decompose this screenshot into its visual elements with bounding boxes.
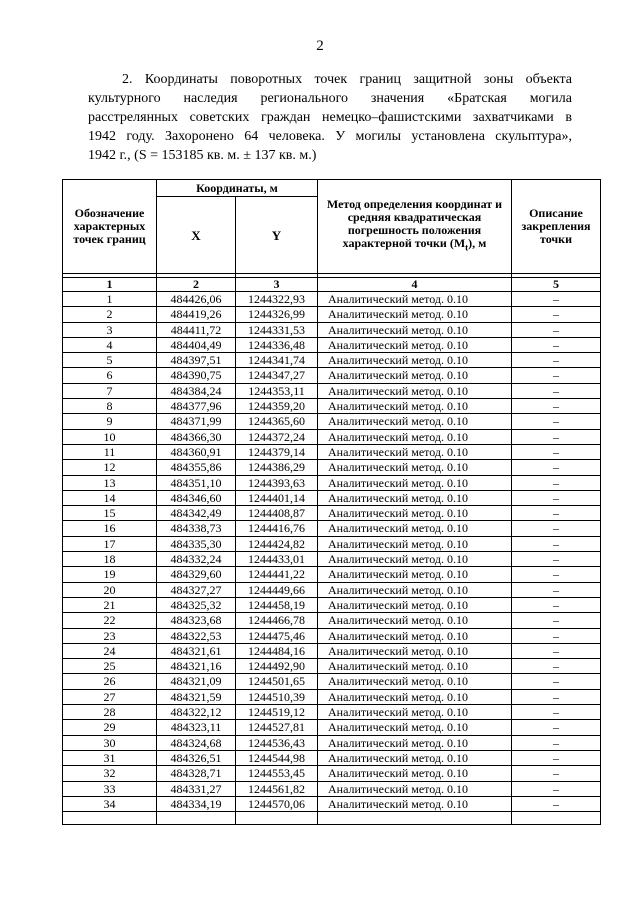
- cell-method: Аналитический метод. 0.10: [318, 613, 512, 628]
- intro-paragraph: [88, 70, 572, 165]
- header-y: Y: [236, 197, 318, 274]
- table-row: [63, 475, 601, 490]
- cell-method: Аналитический метод. 0.10: [318, 353, 512, 368]
- cell-x: 484390,75: [157, 368, 236, 383]
- cell-point: 23: [63, 628, 157, 643]
- table-row: [63, 536, 601, 551]
- cell-method: Аналитический метод. 0.10: [318, 429, 512, 444]
- cell-point: 6: [63, 368, 157, 383]
- cell-method: Аналитический метод. 0.10: [318, 521, 512, 536]
- cell-point: 24: [63, 643, 157, 658]
- cell-method: Аналитический метод. 0.10: [318, 307, 512, 322]
- cell-description: –: [512, 536, 601, 551]
- cell-point: 32: [63, 766, 157, 781]
- cell-y: 1244527,81: [236, 720, 318, 735]
- cell-point: 29: [63, 720, 157, 735]
- cell-description: –: [512, 353, 601, 368]
- cell-method: Аналитический метод. 0.10: [318, 414, 512, 429]
- table-row: [63, 506, 601, 521]
- table-row: [63, 429, 601, 444]
- cell-method: Аналитический метод. 0.10: [318, 705, 512, 720]
- cell-x: 484426,06: [157, 292, 236, 307]
- cell-y: 1244501,65: [236, 674, 318, 689]
- cell-description: –: [512, 490, 601, 505]
- table-row: [63, 567, 601, 582]
- cell-x: 484335,30: [157, 536, 236, 551]
- cell-x: 484321,09: [157, 674, 236, 689]
- cell-x: 484411,72: [157, 322, 236, 337]
- table-row: [63, 613, 601, 628]
- cell-method: Аналитический метод. 0.10: [318, 735, 512, 750]
- cell-x: 484326,51: [157, 750, 236, 765]
- cell-method: Аналитический метод. 0.10: [318, 766, 512, 781]
- cell-x: 484404,49: [157, 337, 236, 352]
- cell-y: 1244341,74: [236, 353, 318, 368]
- cell-x: 484342,49: [157, 506, 236, 521]
- cell-y: 1244519,12: [236, 705, 318, 720]
- cell-x: 484327,27: [157, 582, 236, 597]
- cell-description: –: [512, 613, 601, 628]
- cell-method: Аналитический метод. 0.10: [318, 674, 512, 689]
- cell-point: 20: [63, 582, 157, 597]
- table-row: [63, 735, 601, 750]
- cell-y: 1244544,98: [236, 750, 318, 765]
- header-coordinates: Координаты, м: [157, 180, 318, 197]
- cell-x: 484355,86: [157, 460, 236, 475]
- cell-x: 484321,59: [157, 689, 236, 704]
- cell-y: 1244466,78: [236, 613, 318, 628]
- cell-method: Аналитический метод. 0.10: [318, 689, 512, 704]
- cell-x: 484346,60: [157, 490, 236, 505]
- cell-point: 17: [63, 536, 157, 551]
- table-row: [63, 414, 601, 429]
- table-row: [63, 337, 601, 352]
- cell-y: 1244408,87: [236, 506, 318, 521]
- cell-point: 30: [63, 735, 157, 750]
- table-row: [63, 643, 601, 658]
- table-row: [63, 399, 601, 414]
- cell-y: 1244510,39: [236, 689, 318, 704]
- cell-x: 484419,26: [157, 307, 236, 322]
- intro-line: 1942 г., (S = 153185 кв. м. ± 137 кв. м.): [88, 148, 317, 163]
- cell-description: –: [512, 292, 601, 307]
- cell-description: –: [512, 460, 601, 475]
- cell-method: Аналитический метод. 0.10: [318, 582, 512, 597]
- cell-method: Аналитический метод. 0.10: [318, 796, 512, 811]
- cell-description: –: [512, 383, 601, 398]
- cell-x: 484397,51: [157, 353, 236, 368]
- cell-description: –: [512, 337, 601, 352]
- cell-point: 11: [63, 444, 157, 459]
- cell-point: 9: [63, 414, 157, 429]
- cell-method: Аналитический метод. 0.10: [318, 475, 512, 490]
- cell-description: –: [512, 735, 601, 750]
- cell-y: 1244475,46: [236, 628, 318, 643]
- table-row: [63, 705, 601, 720]
- cell-description: –: [512, 521, 601, 536]
- cell-description: –: [512, 414, 601, 429]
- cell-description: –: [512, 567, 601, 582]
- table-row: [63, 766, 601, 781]
- cell-description: –: [512, 766, 601, 781]
- cell-y: 1244359,20: [236, 399, 318, 414]
- cell-y: 1244449,66: [236, 582, 318, 597]
- table-row: [63, 490, 601, 505]
- cell-y: 1244441,22: [236, 567, 318, 582]
- cell-point: 21: [63, 597, 157, 612]
- table-row: [63, 368, 601, 383]
- cell-y: 1244331,53: [236, 322, 318, 337]
- table-row: [63, 292, 601, 307]
- cell-y: 1244365,60: [236, 414, 318, 429]
- cell-point: 28: [63, 705, 157, 720]
- cell-point: 4: [63, 337, 157, 352]
- cell-description: –: [512, 307, 601, 322]
- cell-method: Аналитический метод. 0.10: [318, 322, 512, 337]
- cell-method: Аналитический метод. 0.10: [318, 552, 512, 567]
- cell-x: 484338,73: [157, 521, 236, 536]
- cell-description: –: [512, 689, 601, 704]
- cell-point: 19: [63, 567, 157, 582]
- cell-description: –: [512, 643, 601, 658]
- cell-point: 8: [63, 399, 157, 414]
- column-number: 2: [157, 278, 236, 292]
- column-number: 3: [236, 278, 318, 292]
- table-row: [63, 383, 601, 398]
- intro-line: 1942 году. Захоронено 64 человека. У могилы установлена скульптура»,: [88, 129, 572, 144]
- cell-description: –: [512, 705, 601, 720]
- cell-x: 484377,96: [157, 399, 236, 414]
- cell-method: Аналитический метод. 0.10: [318, 383, 512, 398]
- cell-y: 1244322,93: [236, 292, 318, 307]
- cell-y: 1244416,76: [236, 521, 318, 536]
- cell-y: 1244424,82: [236, 536, 318, 551]
- cell-method: Аналитический метод. 0.10: [318, 628, 512, 643]
- table-row: [63, 674, 601, 689]
- column-number: 5: [512, 278, 601, 292]
- cell-y: 1244536,43: [236, 735, 318, 750]
- cell-method: Аналитический метод. 0.10: [318, 292, 512, 307]
- cell-x: 484324,68: [157, 735, 236, 750]
- cell-description: –: [512, 429, 601, 444]
- intro-line: культурного наследия регионального значения «Братская могила: [88, 91, 572, 106]
- cell-y: 1244484,16: [236, 643, 318, 658]
- table-row: [63, 552, 601, 567]
- table-row: [63, 460, 601, 475]
- cell-method: Аналитический метод. 0.10: [318, 781, 512, 796]
- header-point-designation: Обозначение характерных точек границ: [63, 180, 157, 274]
- cell-x: 484384,24: [157, 383, 236, 398]
- cell-description: –: [512, 444, 601, 459]
- cell-y: 1244326,99: [236, 307, 318, 322]
- cell-point: 26: [63, 674, 157, 689]
- cell-x: 484322,12: [157, 705, 236, 720]
- cell-method: Аналитический метод. 0.10: [318, 368, 512, 383]
- cell-description: –: [512, 720, 601, 735]
- cell-y: 1244433,01: [236, 552, 318, 567]
- cell-point: 22: [63, 613, 157, 628]
- cell-point: 13: [63, 475, 157, 490]
- table-row: [63, 659, 601, 674]
- cell-method: Аналитический метод. 0.10: [318, 337, 512, 352]
- table-row: [63, 521, 601, 536]
- cell-description: –: [512, 582, 601, 597]
- cell-point: 12: [63, 460, 157, 475]
- cell-method: Аналитический метод. 0.10: [318, 659, 512, 674]
- cell-description: –: [512, 322, 601, 337]
- cell-x: 484323,11: [157, 720, 236, 735]
- cell-point: 15: [63, 506, 157, 521]
- cell-x: 484329,60: [157, 567, 236, 582]
- column-number: 1: [63, 278, 157, 292]
- cell-point: 5: [63, 353, 157, 368]
- table-row: [63, 720, 601, 735]
- cell-description: –: [512, 628, 601, 643]
- cell-description: –: [512, 781, 601, 796]
- cell-description: –: [512, 552, 601, 567]
- cell-x: 484332,24: [157, 552, 236, 567]
- cell-x: 484360,91: [157, 444, 236, 459]
- cell-description: –: [512, 597, 601, 612]
- cell-y: 1244336,48: [236, 337, 318, 352]
- cell-y: 1244347,27: [236, 368, 318, 383]
- cell-y: 1244386,29: [236, 460, 318, 475]
- table-row: [63, 750, 601, 765]
- cell-point: 10: [63, 429, 157, 444]
- cell-description: –: [512, 659, 601, 674]
- page-number: 2: [316, 38, 324, 54]
- cell-method: Аналитический метод. 0.10: [318, 444, 512, 459]
- cell-point: 16: [63, 521, 157, 536]
- cell-y: 1244393,63: [236, 475, 318, 490]
- table-row: [63, 597, 601, 612]
- cell-method: Аналитический метод. 0.10: [318, 643, 512, 658]
- cell-description: –: [512, 399, 601, 414]
- header-method: Метод определения координат и средняя квадратическая погрешность положения характерной точки $(M_t)$, м: [318, 180, 512, 274]
- cell-x: 484366,30: [157, 429, 236, 444]
- cell-description: –: [512, 750, 601, 765]
- header-x: X: [157, 197, 236, 274]
- cell-y: 1244492,90: [236, 659, 318, 674]
- cell-method: Аналитический метод. 0.10: [318, 490, 512, 505]
- cell-y: 1244379,14: [236, 444, 318, 459]
- cell-point: 18: [63, 552, 157, 567]
- cell-description: –: [512, 368, 601, 383]
- table-row: [63, 582, 601, 597]
- cell-point: 34: [63, 796, 157, 811]
- cell-point: 7: [63, 383, 157, 398]
- cell-description: –: [512, 796, 601, 811]
- cell-x: 484325,32: [157, 597, 236, 612]
- cell-x: 484321,61: [157, 643, 236, 658]
- table-row: [63, 781, 601, 796]
- table-body: [63, 292, 601, 825]
- cell-x: 484331,27: [157, 781, 236, 796]
- table-row: [63, 796, 601, 811]
- table-row: [63, 353, 601, 368]
- cell-point: 31: [63, 750, 157, 765]
- table-row: [63, 628, 601, 643]
- cell-x: 484322,53: [157, 628, 236, 643]
- cell-description: –: [512, 674, 601, 689]
- cell-method: Аналитический метод. 0.10: [318, 720, 512, 735]
- cell-y: 1244553,45: [236, 766, 318, 781]
- cell-method: Аналитический метод. 0.10: [318, 597, 512, 612]
- cell-description: –: [512, 506, 601, 521]
- cell-y: 1244458,19: [236, 597, 318, 612]
- cell-method: Аналитический метод. 0.10: [318, 506, 512, 521]
- cell-y: 1244570,06: [236, 796, 318, 811]
- cell-point: 25: [63, 659, 157, 674]
- header-description: Описание закрепления точки: [512, 180, 601, 274]
- cell-point: 33: [63, 781, 157, 796]
- cell-y: 1244372,24: [236, 429, 318, 444]
- cell-x: 484334,19: [157, 796, 236, 811]
- cell-point: 27: [63, 689, 157, 704]
- table-row: [63, 307, 601, 322]
- cell-x: 484321,16: [157, 659, 236, 674]
- cell-y: 1244353,11: [236, 383, 318, 398]
- table-row: [63, 689, 601, 704]
- cell-method: Аналитический метод. 0.10: [318, 567, 512, 582]
- coordinates-table: [62, 179, 601, 825]
- intro-line: расстрелянных советских граждан немецко–фашистскими захватчиками в: [88, 110, 572, 125]
- cell-y: 1244401,14: [236, 490, 318, 505]
- cell-method: Аналитический метод. 0.10: [318, 750, 512, 765]
- cell-x: 484351,10: [157, 475, 236, 490]
- cell-description: –: [512, 475, 601, 490]
- intro-line: 2. Координаты поворотных точек границ защитной зоны объекта: [122, 72, 572, 87]
- cell-x: 484371,99: [157, 414, 236, 429]
- cell-method: Аналитический метод. 0.10: [318, 536, 512, 551]
- cell-method: Аналитический метод. 0.10: [318, 460, 512, 475]
- cell-point: 1: [63, 292, 157, 307]
- cell-method: Аналитический метод. 0.10: [318, 399, 512, 414]
- table-row: [63, 444, 601, 459]
- cell-point: 3: [63, 322, 157, 337]
- cell-y: 1244561,82: [236, 781, 318, 796]
- column-number: 4: [318, 278, 512, 292]
- cell-point: 2: [63, 307, 157, 322]
- cell-x: 484328,71: [157, 766, 236, 781]
- cell-x: 484323,68: [157, 613, 236, 628]
- table-row: [63, 322, 601, 337]
- cell-point: 14: [63, 490, 157, 505]
